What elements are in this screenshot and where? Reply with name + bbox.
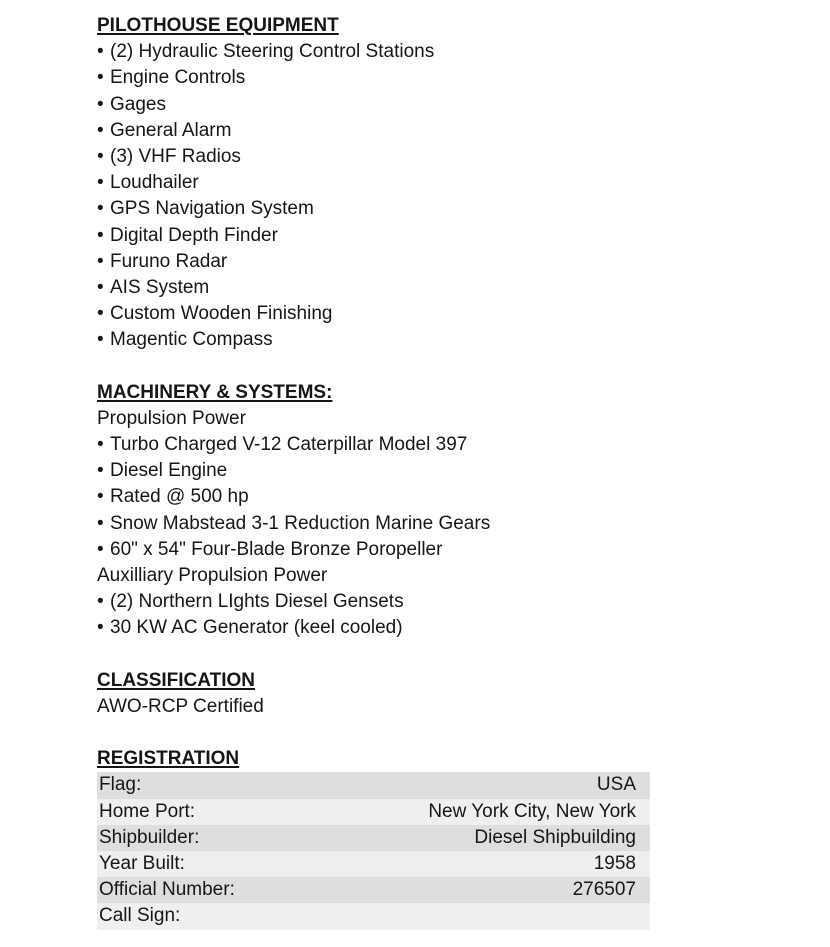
list-item (97, 458, 650, 484)
list-item (97, 511, 650, 537)
list-item (97, 537, 650, 563)
bullet-icon: • (97, 41, 104, 63)
bullet-icon: • (97, 460, 104, 482)
registration-row-home-port (97, 799, 650, 825)
list-item-text: Rated @ 500 hp (110, 486, 249, 508)
registration-row-value: Diesel Shipbuilding (474, 826, 636, 848)
registration-row-label: Call Sign: (99, 905, 181, 927)
registration-row-year-built (97, 851, 650, 877)
section-heading-pilothouse-equipment: PILOTHOUSE EQUIPMENT (97, 15, 339, 36)
registration-row-value: USA (596, 774, 636, 796)
list-item-text: General Alarm (110, 119, 232, 141)
list-item-text: 30 KW AC Generator (keel cooled) (110, 617, 403, 639)
list-item (97, 275, 650, 301)
list-item (97, 223, 650, 249)
registration-row-value: New York City, New York (428, 800, 636, 822)
section-heading-machinery-systems: MACHINERY & SYSTEMS: (97, 381, 333, 403)
list-item (97, 301, 650, 327)
registration-row-label: Shipbuilder: (99, 826, 200, 848)
list-item (97, 65, 650, 91)
registration-row-label: Year Built: (99, 853, 185, 874)
section-heading-classification: CLASSIFICATION (97, 669, 255, 691)
list-item-text: (3) VHF Radios (110, 145, 241, 167)
list-item (97, 615, 650, 641)
bullet-icon: • (97, 617, 104, 639)
bullet-icon: • (97, 434, 104, 455)
list-item-text: (2) Northern LIghts Diesel Gensets (110, 591, 404, 613)
bullet-icon: • (97, 486, 104, 508)
bullet-icon: • (97, 250, 104, 272)
spacer (97, 353, 650, 379)
bullet-icon: • (97, 591, 104, 613)
bullet-icon: • (97, 303, 104, 325)
list-item-text: Digital Depth Finder (110, 224, 278, 246)
registration-row-label: Flag: (99, 774, 142, 796)
bullet-icon: • (97, 93, 104, 115)
subheading-propulsion-power: Propulsion Power (97, 407, 246, 429)
registration-row-call-sign (97, 903, 650, 929)
bullet-icon: • (97, 198, 104, 220)
bullet-icon: • (97, 329, 104, 351)
list-item (97, 589, 650, 615)
list-item-text: Snow Mabstead 3-1 Reduction Marine Gears (110, 512, 491, 534)
spacer (97, 642, 650, 668)
list-item (97, 144, 650, 170)
section-heading-registration: REGISTRATION (97, 748, 240, 770)
list-item-text: (2) Hydraulic Steering Control Stations (110, 41, 435, 63)
list-item-text: Magentic Compass (110, 329, 273, 351)
list-item-text: Loudhailer (110, 172, 199, 194)
list-item-text: GPS Navigation System (110, 198, 314, 220)
list-item-text: Turbo Charged V-12 Caterpillar Model 397 (110, 434, 468, 455)
list-item-text: AIS System (110, 276, 210, 298)
list-item-text: Engine Controls (110, 67, 246, 89)
list-item (97, 327, 650, 353)
list-item-text: Gages (110, 93, 166, 115)
list-item (97, 118, 650, 144)
bullet-icon: • (97, 145, 104, 167)
registration-row-value: 276507 (572, 879, 636, 901)
list-item-text: Custom Wooden Finishing (110, 303, 333, 325)
list-item (97, 196, 650, 222)
bullet-icon: • (97, 276, 104, 298)
list-item (97, 170, 650, 196)
list-item-text: Furuno Radar (110, 250, 228, 272)
bullet-icon: • (97, 512, 104, 534)
list-item (97, 39, 650, 65)
registration-row-flag (97, 772, 650, 798)
spacer (97, 720, 650, 746)
bullet-icon: • (97, 119, 104, 141)
list-item (97, 432, 650, 458)
list-item (97, 249, 650, 275)
bullet-icon: • (97, 538, 104, 560)
registration-row-official-number (97, 877, 650, 903)
list-item-text: Diesel Engine (110, 460, 228, 482)
registration-row-shipbuilder (97, 825, 650, 851)
registration-row-value: 1958 (593, 853, 636, 874)
registration-row-label: Home Port: (99, 800, 196, 822)
vessel-spec-document (97, 13, 650, 930)
subheading-auxilliary-propulsion-power: Auxilliary Propulsion Power (97, 564, 328, 586)
bullet-icon: • (97, 224, 104, 246)
bullet-icon: • (97, 172, 104, 194)
list-item (97, 92, 650, 118)
bullet-icon: • (97, 67, 104, 89)
list-item (97, 484, 650, 510)
registration-row-label: Official Number: (99, 879, 235, 901)
list-item-text: 60" x 54" Four-Blade Bronze Poropeller (110, 538, 443, 560)
classification-body: AWO-RCP Certified (97, 695, 264, 717)
